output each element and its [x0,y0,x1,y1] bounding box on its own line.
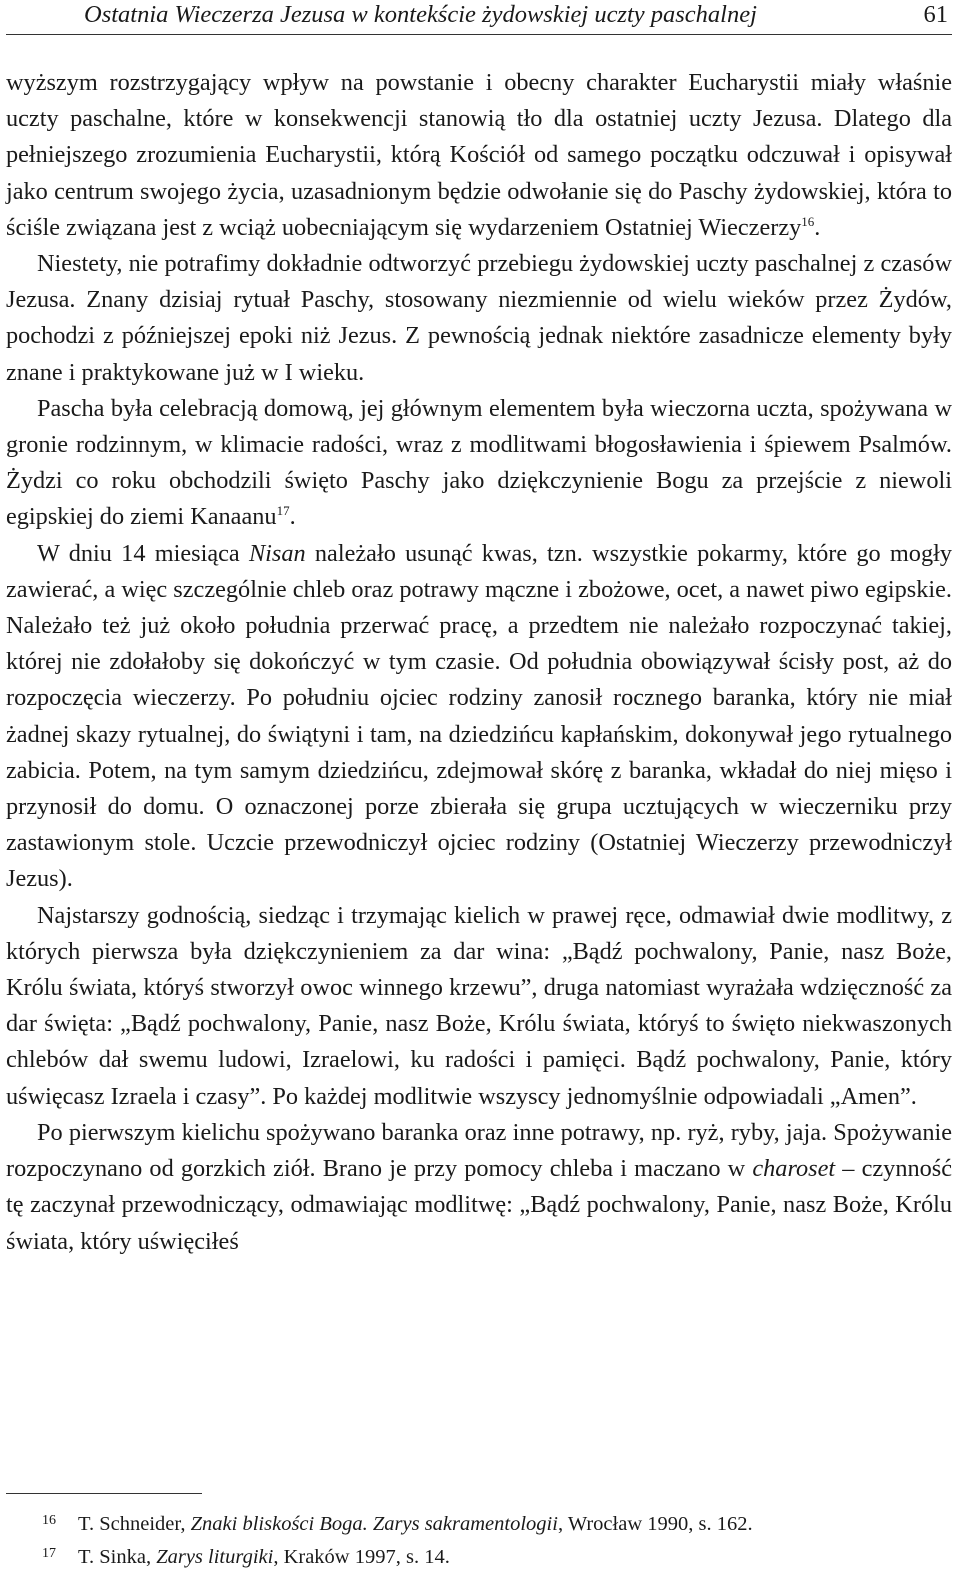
text-run: – czynność tę zaczynał przewodniczący, odmawiając modlitwę: „Bądź pochwalony, Panie, nasz Boże, Królu świata, który uświęciłeś [6,1155,953,1255]
footnote-divider [6,1493,202,1494]
page-header [6,0,952,35]
text-run: Po pierwszym kielichu spożywano baranka oraz inne potrawy, np. ryż, ryby, jaja. Spożywanie rozpoczynano od gorzkich ziół. Brano je przy pomocy chleba i maczano w [6,1118,952,1183]
text-run: T. Sinka, [78,1546,157,1568]
footnote-number: 16 [42,1513,56,1528]
text-run: należało usunąć kwas, tzn. wszystkie pokarmy, które go mogły zawierać, a więc szczególnie chleb oraz potrawy mączne i zbożowe, ocet, a nawet piwo egipskie. Należało też już około południa przerwać pracę, a przedtem nie należało rozpoczynać takiej, której nie zdołałoby się dokończyć w tym czasie. Od południa obowiązywał ścisły post, aż do rozpoczęcia wieczerzy. Po południu ojciec rodziny zanosił rocznego baranka, który nie miał żadnej skazy rytualnej, do świątyni i tam, na dziedzińcu kapłańskim, dokonywał jego rytualnego zabicia. Potem, na tym samym dziedzińcu, zdejmował skórę z baranka, wkładał do niej mięso i przynosił do domu. O oznaczonej porze zbierała się grupa ucztujących w wieczerniku przy zastawionym stole. Uczcie przewodniczył ojciec rodziny (Ostatniej Wieczerzy przewodniczył Jezus). [6,539,953,893]
paragraph [6,391,952,536]
text-run: Najstarszy godnością, siedząc i trzymając kielich w prawej ręce, odmawiał dwie modlitwy, z których pierwsza była dziękczynieniem za dar wina: „Bądź pochwalony, Panie, nasz Boże, Królu świata, któryś stworzył owoc winnego krzewu”, druga natomiast wyrażała wdzięczność za dar święta: „Bądź pochwalony, Panie, nasz Boże, Królu świata, któryś to święto niekwaszonych chlebów dał swemu ludowi, Izraelowi, ku radości i pamięci. Bądź pochwalony, Panie, który uświęcasz Izraela i czasy”. Po każdej modlitwie wszyscy jednomyślnie odpowiadali „Amen”. [6,901,952,1110]
italic-text: Zarys liturgiki [156,1546,274,1568]
text-run: , Wrocław 1990, s. 162. [557,1513,753,1535]
footnotes [6,1508,952,1574]
paragraph [6,1115,952,1260]
text-run: Pascha była celebracją domową, jej głównym elementem była wieczorna uczta, spożywana w gronie rodzinnym, w klimacie radości, wraz z modlitwami błogosławienia i śpiewem Psalmów. Żydzi co roku obchodzili święto Paschy jako dziękczynienie Bogu za przejście z niewoli egipskiej do ziemi Kanaanu [6,394,952,531]
footnote-reference: 17 [276,503,290,519]
running-title: Ostatnia Wieczerza Jezusa w kontekście żydowskiej uczty paschalnej [84,1,757,28]
page-number: 61 [923,1,948,28]
italic-text: charoset [752,1155,836,1183]
text-run: , Kraków 1997, s. 14. [273,1546,450,1568]
paragraph [6,246,952,391]
text-run: T. Schneider, [78,1513,191,1535]
paragraph [6,65,952,246]
paragraph [6,898,952,1115]
text-run: wyższym rozstrzygający wpływ na powstanie i obecny charakter Eucharystii miały właśnie uczty paschalne, które w konsekwencji stanowią tło dla ostatniej uczty Jezusa. Dlatego dla pełniejszego zrozumienia Eucharystii, którą Kościół od samego początku odczuwał i opisywał jako centrum swojego życia, uzasadnionym będzie odwołanie się do Paschy żydowskiej, która to ściśle związana jest z wciąż uobecniającym się wydarzeniem Ostatniej Wieczerzy [6,69,952,241]
paragraph [6,536,952,898]
footnote [6,1508,952,1541]
italic-text: Znaki bliskości Boga. Zarys sakramentologii [190,1513,558,1535]
italic-text: Nisan [248,539,306,567]
body-text [6,65,952,1260]
text-run: . [814,213,821,241]
footnote-reference: 16 [801,213,815,229]
text-run: . [289,503,296,531]
footnote-number: 17 [42,1546,56,1561]
text-run: W dniu 14 miesiąca [37,539,249,567]
text-run: Niestety, nie potrafimy dokładnie odtworzyć przebiegu żydowskiej uczty paschalnej z czasów Jezusa. Znany dzisiaj rytuał Paschy, stosowany niezmiennie od wielu wieków przez Żydów, pochodzi z późniejszej epoki niż Jezus. Z pewnością jednak niektóre zasadnicze elementy były znane i praktykowane już w I wieku. [6,250,952,386]
footnote [6,1541,952,1574]
